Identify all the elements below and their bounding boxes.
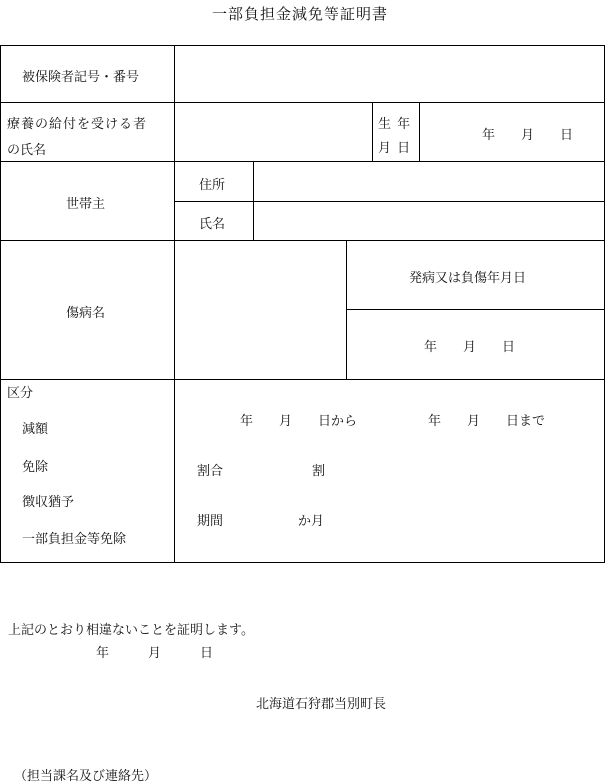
table-divider <box>253 161 254 241</box>
duration-unit: か月 <box>298 514 325 529</box>
recipient-name-label: 療養の給付を受ける者 <box>7 117 148 132</box>
category-partial-exemption: 一部負担金等免除 <box>22 532 127 547</box>
period-to[interactable]: 年 月 日まで <box>428 414 546 429</box>
onset-date-label: 発病又は負傷年月日 <box>409 271 527 286</box>
table-divider <box>0 161 605 162</box>
ratio-unit: 割 <box>312 464 326 479</box>
category-label: 区分 <box>7 386 34 401</box>
name-label: 氏名 <box>199 217 226 232</box>
householder-address-field[interactable] <box>255 163 603 200</box>
table-divider <box>346 240 347 380</box>
table-divider <box>174 45 175 563</box>
insured-no-label: 被保険者記号・番号 <box>22 70 140 85</box>
contact-label: （担当課名及び連絡先） <box>14 769 158 784</box>
birth-date-label: 生 年 <box>378 117 411 132</box>
disease-label: 傷病名 <box>66 306 106 321</box>
certify-date[interactable]: 年 月 日 <box>96 646 214 661</box>
table-divider <box>346 309 605 310</box>
recipient-name-label-cont: の氏名 <box>7 143 47 158</box>
table-divider <box>372 102 373 162</box>
table-border-top <box>0 45 605 46</box>
table-divider <box>419 102 420 162</box>
document-title: 一部負担金減免等証明書 <box>212 5 389 23</box>
birth-date-label-cont: 月 日 <box>378 141 411 156</box>
ratio-label: 割合 <box>197 464 224 479</box>
table-divider <box>0 379 605 380</box>
period-from[interactable]: 年 月 日から <box>240 414 358 429</box>
householder-name-field[interactable] <box>255 203 603 239</box>
householder-label: 世帯主 <box>66 197 106 212</box>
category-deferral: 徴収猶予 <box>22 495 75 510</box>
table-divider <box>0 240 605 241</box>
onset-date-field[interactable]: 年 月 日 <box>424 340 516 355</box>
insured-no-field[interactable] <box>176 47 603 101</box>
table-divider <box>0 102 605 103</box>
duration-label: 期間 <box>197 514 224 529</box>
address-label: 住所 <box>199 178 226 193</box>
table-border-left <box>0 45 1 563</box>
category-reduction: 減額 <box>22 422 49 437</box>
disease-field[interactable] <box>176 242 345 378</box>
birth-date-field[interactable]: 年 月 日 <box>482 128 574 143</box>
issuer-name: 北海道石狩郡当別町長 <box>256 697 387 712</box>
category-exemption: 免除 <box>22 460 49 475</box>
table-divider <box>174 201 605 202</box>
recipient-name-field[interactable] <box>176 104 371 160</box>
table-border-bottom <box>0 562 605 563</box>
certify-text: 上記のとおり相違ないことを証明します。 <box>8 623 254 638</box>
